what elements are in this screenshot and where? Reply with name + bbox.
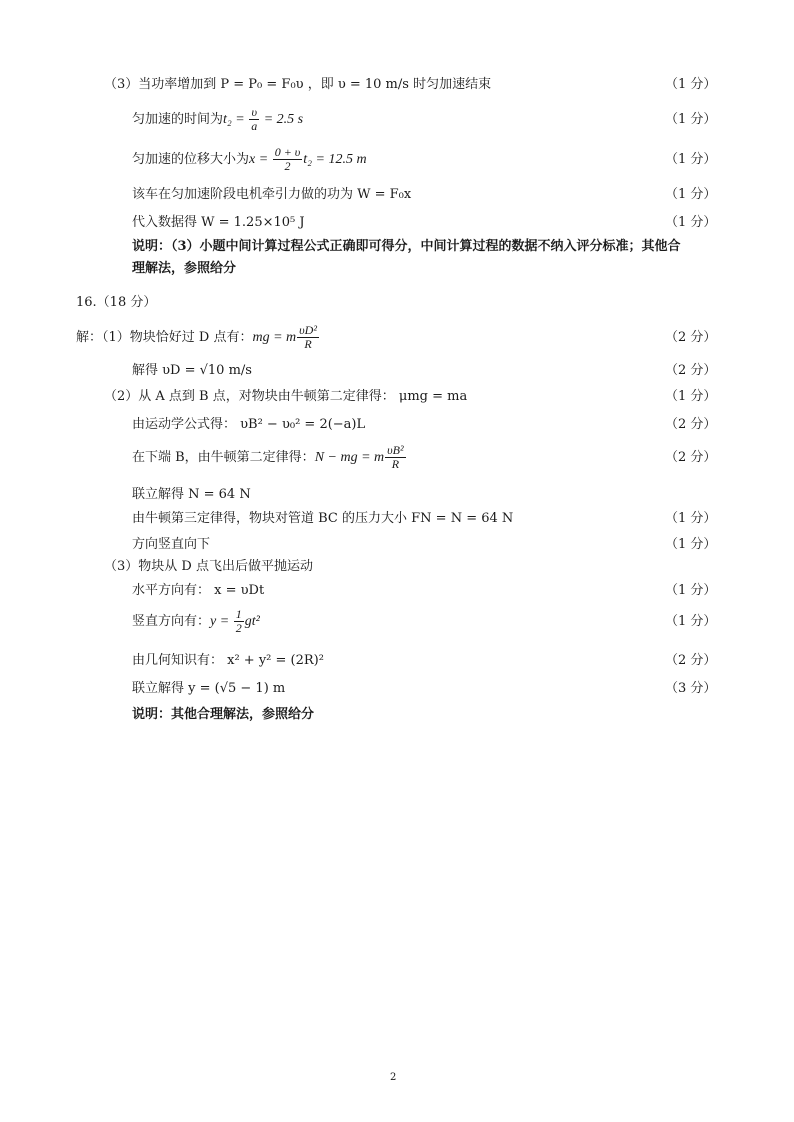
line-text: 说明：其他合理解法，参照给分 — [132, 707, 315, 722]
score: （1 分） — [665, 389, 717, 404]
score: （3 分） — [665, 681, 717, 696]
line-geometry — [0, 650, 794, 672]
score: （1 分） — [665, 583, 717, 598]
note-line-1 — [0, 236, 794, 258]
score: （2 分） — [665, 330, 717, 345]
line-text: 联立解得 y = (√5 − 1) m — [132, 681, 286, 696]
line-kinematics — [0, 414, 794, 436]
line-text: 该车在匀加速阶段电机牵引力做的功为 W = F₀x — [132, 187, 412, 202]
score: （1 分） — [665, 152, 717, 167]
line-text: 方向竖直向下 — [132, 537, 211, 552]
line-text: 由几何知识有： x² + y² = (2R)² — [132, 653, 324, 668]
note-line-2 — [0, 258, 794, 280]
line-power-increase — [0, 74, 794, 96]
score: （2 分） — [665, 450, 717, 465]
line-text: 代入数据得 W = 1.25×10⁵ J — [132, 215, 305, 230]
page-number: 2 — [390, 1072, 397, 1083]
line-projectile — [0, 556, 794, 578]
line-lower-b: 在下端 B，由牛顿第二定律得：N − mg = m $\frac{\text{υB²}}{R}$ （2 分） — [0, 442, 794, 474]
fraction: $\frac{1}{2}$ — [235, 607, 242, 635]
line-text: 由牛顿第三定律得，物块对管道 BC 的压力大小 FN = N = 64 N — [132, 511, 514, 526]
score: （1 分） — [665, 187, 717, 202]
score: （1 分） — [665, 511, 717, 526]
line-horizontal — [0, 580, 794, 602]
score: （2 分） — [665, 363, 717, 378]
score: （2 分） — [665, 653, 717, 668]
note-line-final — [0, 704, 794, 726]
line-text: 由运动学公式得： υB² − υ₀² = 2(−a)L — [132, 417, 366, 432]
line-vertical: 竖直方向有：y = $\frac{1}{2}$ gt² （1 分） — [0, 606, 794, 638]
line-text: 匀加速的位移大小为 — [132, 152, 250, 167]
score: （1 分） — [665, 112, 717, 127]
fraction: $\frac{\text{υB²}}{R}$ — [387, 443, 404, 471]
line-pass-d: 解：（1）物块恰好过 D 点有：mg = m $\frac{\text{υD²}}{R}$ （2 分） — [0, 322, 794, 354]
fraction: $\frac{\upsilon}{a}$ — [251, 105, 258, 133]
line-work-value — [0, 212, 794, 234]
line-accel-displacement: 匀加速的位移大小为x = $\frac{0 + \upsilon}{2}$ t₂ = 12.5 m （1 分） — [132, 145, 717, 173]
question-16-heading — [0, 292, 794, 314]
line-text: 说明：（3）小题中间计算过程公式正确即可得分，中间计算过程的数据不纳入评分标准；其他合 — [132, 239, 681, 254]
score: （1 分） — [665, 215, 717, 230]
line-text: 解得 υD = √10 m/s — [132, 363, 252, 378]
line-direction — [0, 534, 794, 556]
fraction: $\frac{\text{υD²}}{R}$ — [299, 323, 317, 351]
line-y-result — [0, 678, 794, 700]
line-text: 水平方向有： x = υDt — [132, 583, 265, 598]
line-text: 联立解得 N = 64 N — [132, 487, 251, 502]
line-n-result — [0, 484, 794, 506]
line-text: （3）当功率增加到 P = P₀ = F₀υ ，即 υ = 10 m/s 时匀加速结束 — [104, 77, 492, 92]
score: （1 分） — [665, 77, 717, 92]
score: （2 分） — [665, 417, 717, 432]
line-text: （2）从 A 点到 B 点，对物块由牛顿第二定律得： μmg = ma — [104, 389, 468, 404]
line-traction-work — [0, 184, 794, 206]
score: （1 分） — [665, 614, 717, 629]
line-text: 理解法，参照给分 — [132, 261, 237, 276]
line-accel-time: 匀加速的时间为t₂ = $\frac{\upsilon}{a}$ = 2.5 s （1 分） — [132, 105, 717, 133]
fraction: $\frac{0 + \upsilon}{2}$ — [274, 145, 301, 173]
line-text: 竖直方向有： — [132, 614, 211, 629]
line-text: 16.（18 分） — [76, 295, 157, 310]
line-text: 解：（1）物块恰好过 D 点有： — [76, 330, 253, 345]
line-text: （3）物块从 D 点飞出后做平抛运动 — [104, 559, 313, 574]
line-vd-result — [0, 360, 794, 382]
line-text: 匀加速的时间为 — [132, 112, 224, 127]
score: （1 分） — [665, 537, 717, 552]
line-newton-2 — [0, 386, 794, 408]
line-text: 在下端 B，由牛顿第二定律得： — [132, 450, 315, 465]
line-newton-3 — [0, 508, 794, 530]
